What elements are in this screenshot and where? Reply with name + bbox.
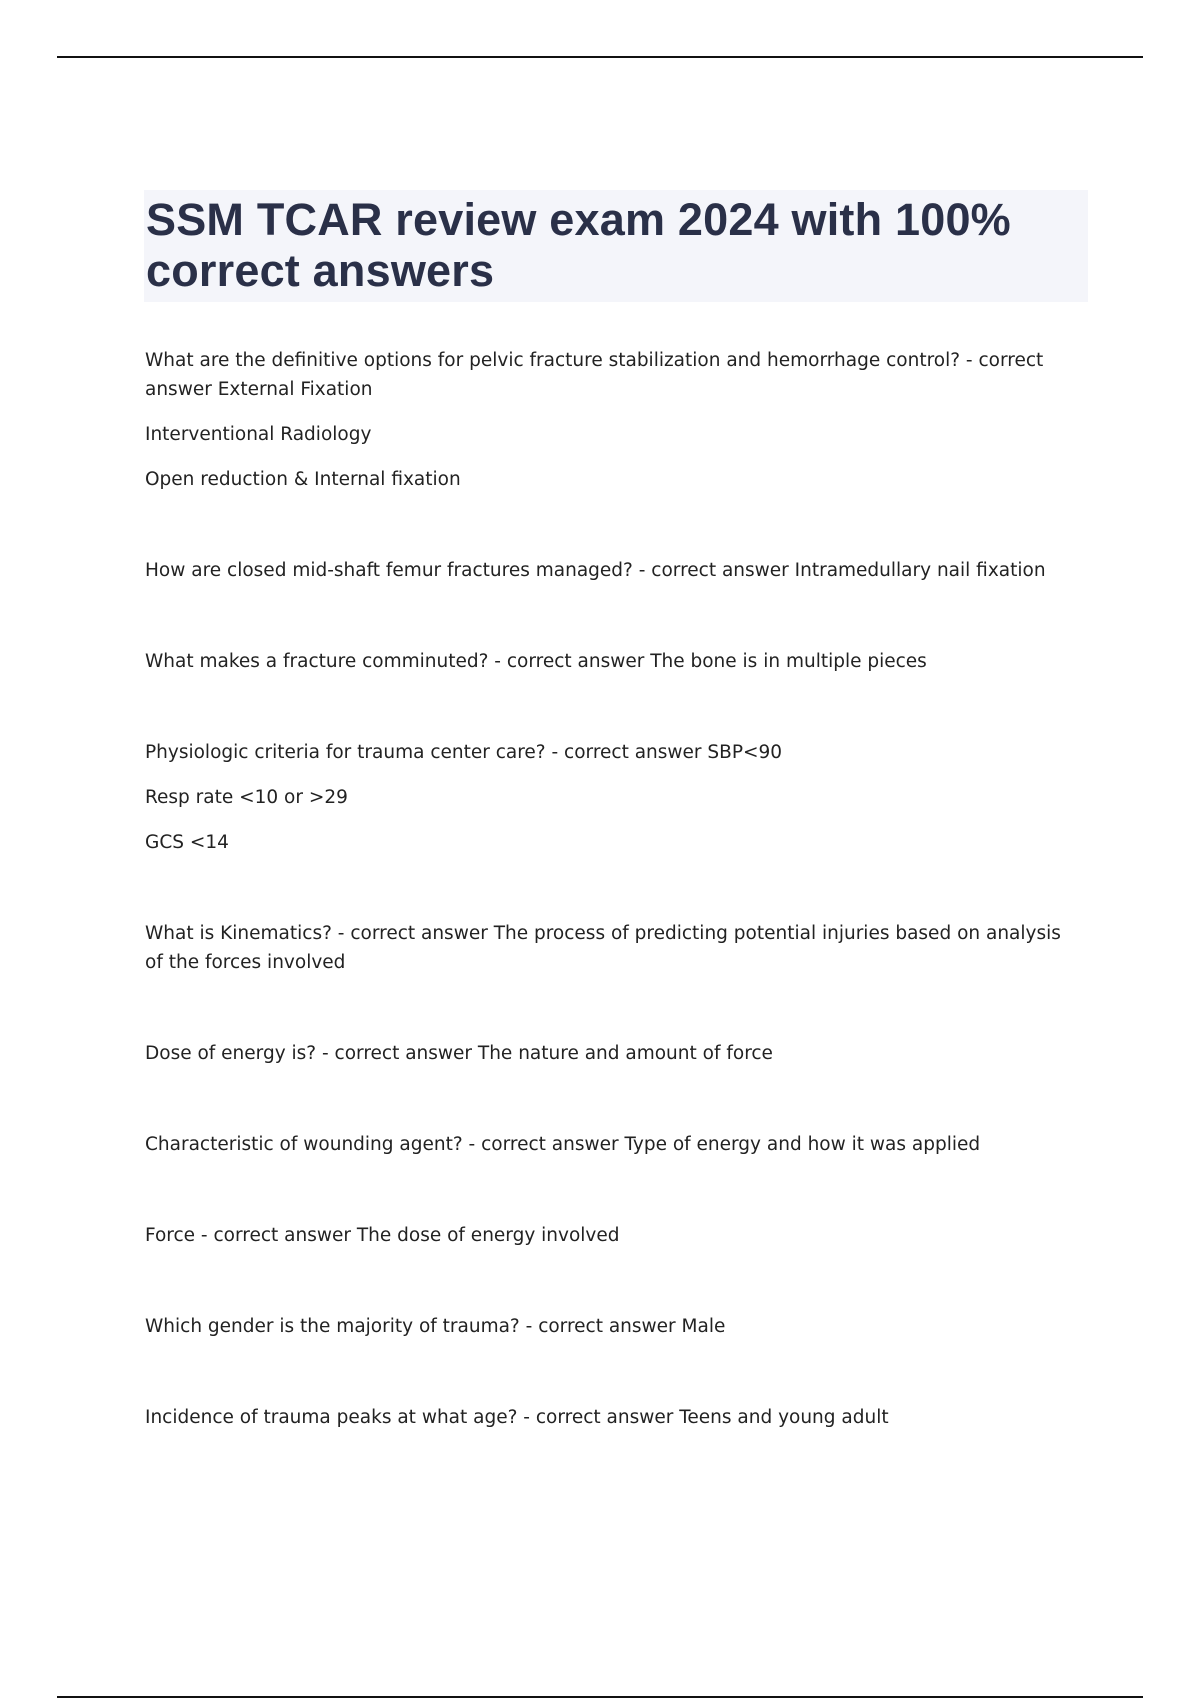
qa-question-answer: What is Kinematics? - correct answer The process of predicting potential injuries based on analysis of the forces involved — [145, 923, 1061, 973]
qa-question-answer: How are closed mid-shaft femur fractures managed? - correct answer Intramedullary nail fixation — [145, 560, 1046, 581]
qa-question-answer: Force - correct answer The dose of energy involved — [145, 1225, 620, 1246]
qa-question-answer: What are the definitive options for pelvic fracture stabilization and hemorrhage control? - correct answer External Fixation — [145, 350, 1044, 400]
qa-item-kinematics — [145, 919, 1075, 977]
qa-list — [145, 346, 1075, 1494]
qa-item-gender — [145, 1312, 1075, 1341]
qa-item-physiologic-criteria — [145, 738, 1075, 857]
qa-question-answer: Which gender is the majority of trauma? - correct answer Male — [145, 1316, 726, 1337]
document-title: SSM TCAR review exam 2024 with 100% correct answers — [146, 194, 1011, 296]
footer-rule — [57, 1696, 1143, 1698]
qa-question-answer: Dose of energy is? - correct answer The nature and amount of force — [145, 1043, 773, 1064]
qa-question-answer: Characteristic of wounding agent? - correct answer Type of energy and how it was applied — [145, 1134, 981, 1155]
qa-item-comminuted — [145, 647, 1075, 676]
qa-answer-continuation: GCS <14 — [145, 832, 229, 853]
qa-item-dose-of-energy — [145, 1039, 1075, 1068]
qa-item-age-peak — [145, 1403, 1075, 1432]
title-box — [144, 190, 1088, 302]
qa-item-force — [145, 1221, 1075, 1250]
qa-answer-continuation: Open reduction & Internal fixation — [145, 469, 461, 490]
qa-question-answer: Incidence of trauma peaks at what age? - correct answer Teens and young adult — [145, 1407, 889, 1428]
qa-answer-continuation: Interventional Radiology — [145, 424, 372, 445]
qa-item-pelvic-fracture — [145, 346, 1075, 494]
qa-question-answer: Physiologic criteria for trauma center care? - correct answer SBP<90 — [145, 742, 783, 763]
qa-item-femur-fracture — [145, 556, 1075, 585]
qa-answer-continuation: Resp rate <10 or >29 — [145, 787, 348, 808]
qa-question-answer: What makes a fracture comminuted? - correct answer The bone is in multiple pieces — [145, 651, 927, 672]
header-rule — [57, 56, 1143, 58]
qa-item-wounding-agent — [145, 1130, 1075, 1159]
